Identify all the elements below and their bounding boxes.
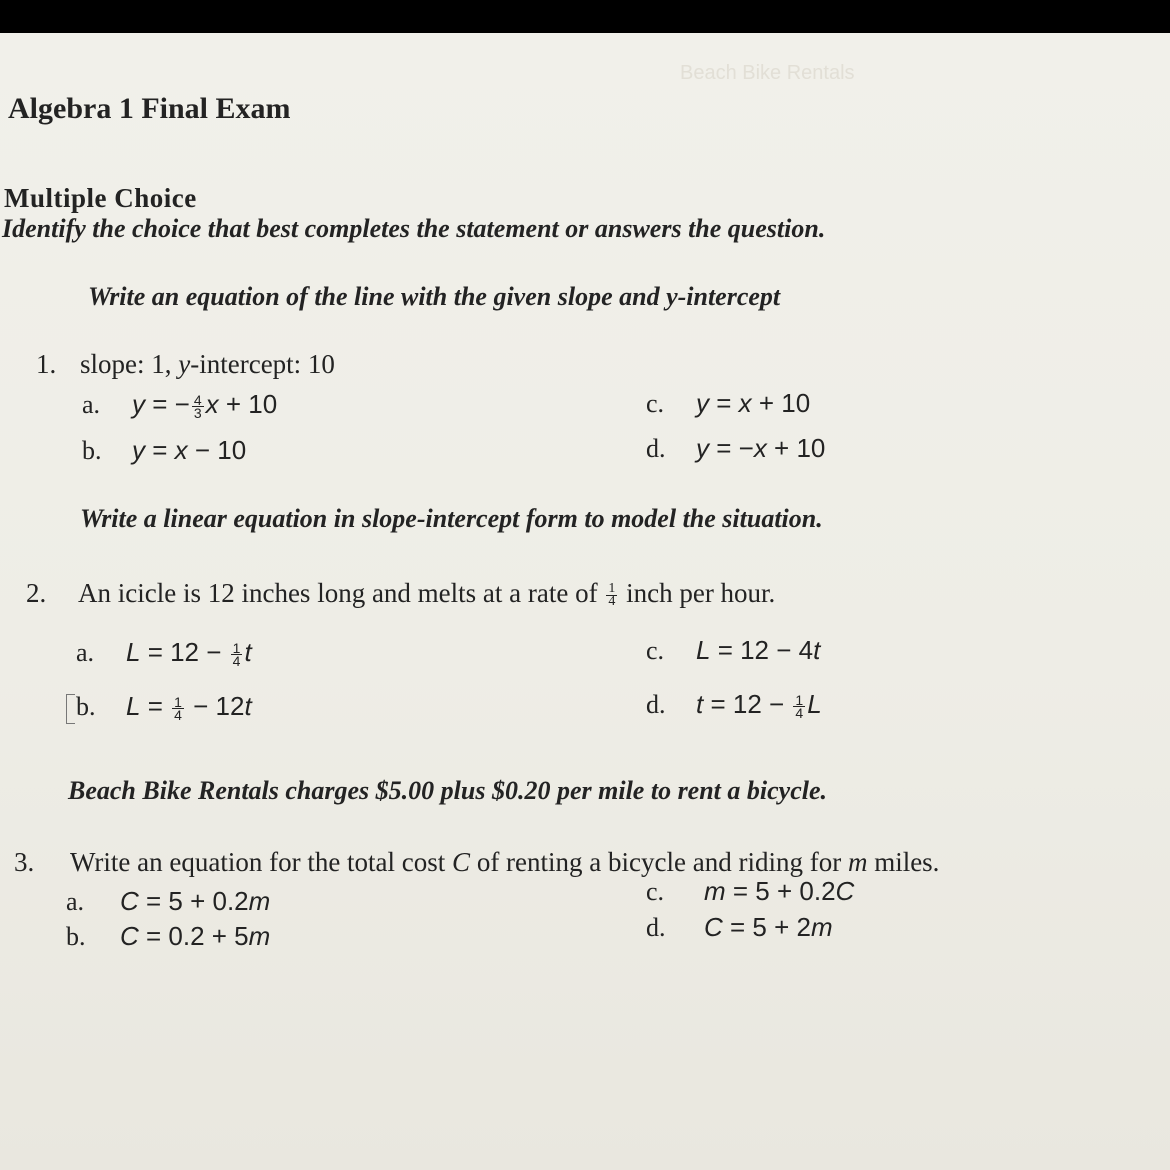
option-equation: y = x − 10: [132, 435, 247, 465]
option-letter: a.: [82, 390, 101, 419]
option-equation: t = 12 − $\frac{1}{4}$ L: [696, 689, 822, 721]
question-text: An icicle is 12 inches long and melts at a rate of $\frac{1}{4}$ inch per hour.: [78, 578, 776, 610]
option-equation: y = −x + 10: [696, 433, 826, 463]
fraction: $\frac{1}{4}$: [608, 581, 616, 610]
question-text: slope: 1, y-intercept: 10: [80, 349, 335, 379]
fraction: $\frac{1}{4}$: [795, 691, 804, 721]
directions-group-1: Write an equation of the line with the given slope and y-intercept: [88, 282, 781, 311]
question-text: Write an equation for the total cost C of renting a bicycle and riding for m miles.: [70, 847, 940, 877]
option-2b[interactable]: [76, 691, 252, 722]
question-number: 2.: [26, 578, 47, 608]
option-bracket-mark: [66, 694, 75, 724]
option-letter: c.: [646, 877, 665, 906]
directions-group-2: Write a linear equation in slope-intercept form to model the situation.: [80, 504, 823, 533]
option-letter: a.: [66, 887, 85, 916]
option-letter: a.: [76, 638, 95, 667]
question-2: [26, 578, 775, 609]
option-1b[interactable]: [82, 435, 246, 466]
option-equation: L = $\frac{1}{4}$ − 12t: [126, 691, 252, 723]
bleed-through-text: Beach Bike Rentals: [680, 62, 855, 84]
option-3d[interactable]: [646, 912, 833, 943]
option-letter: b.: [66, 922, 86, 951]
option-1c[interactable]: [646, 388, 810, 419]
option-1a[interactable]: [82, 389, 277, 420]
option-letter: c.: [646, 636, 665, 665]
option-2d[interactable]: [646, 689, 822, 720]
option-letter: d.: [646, 913, 666, 942]
fraction: $\frac{4}{3}$: [193, 391, 202, 421]
question-3: [14, 847, 939, 878]
option-letter: b.: [76, 692, 96, 721]
question-1: [36, 349, 335, 380]
fraction: $\frac{1}{4}$: [174, 693, 182, 723]
directions-group-3: Beach Bike Rentals charges $5.00 plus $0.20 per mile to rent a bicycle.: [68, 776, 828, 805]
option-3a[interactable]: [66, 886, 270, 917]
option-equation: L = 12 − 4t: [696, 635, 821, 665]
photo-top-edge: [0, 0, 1170, 33]
option-equation: y = x + 10: [696, 388, 811, 418]
section-instructions: Identify the choice that best completes the statement or answers the question.: [2, 214, 826, 243]
option-1d[interactable]: [646, 433, 825, 464]
option-2c[interactable]: [646, 635, 820, 666]
option-letter: d.: [646, 690, 666, 719]
section-heading: Multiple Choice: [4, 183, 197, 213]
exam-title: Algebra 1 Final Exam: [8, 92, 291, 125]
option-equation: y = − $\frac{4}{3}$ x + 10: [132, 389, 278, 421]
option-equation: m = 5 + 0.2C: [704, 876, 855, 906]
option-3b[interactable]: [66, 921, 270, 952]
option-equation: C = 5 + 2m: [704, 912, 833, 942]
option-letter: b.: [82, 436, 102, 465]
option-equation: C = 0.2 + 5m: [120, 921, 271, 951]
option-3c[interactable]: [646, 876, 854, 907]
option-equation: L = 12 − $\frac{1}{4}$ t: [126, 637, 252, 669]
option-letter: d.: [646, 434, 666, 463]
option-equation: C = 5 + 0.2m: [120, 886, 271, 916]
question-number: 3.: [14, 847, 35, 877]
question-number: 1.: [36, 349, 57, 379]
option-2a[interactable]: [76, 637, 252, 668]
option-letter: c.: [646, 389, 665, 418]
fraction: $\frac{1}{4}$: [232, 639, 241, 669]
